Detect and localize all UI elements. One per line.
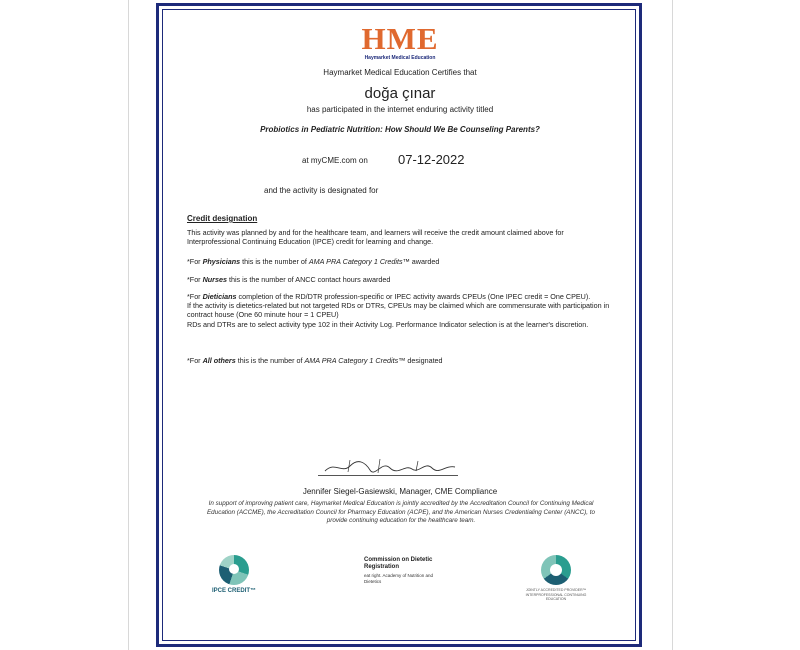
nurses-prefix: *For	[187, 275, 203, 284]
credit-intro: This activity was planned by and for the healthcare team, and learners will receive the credit amount claimed above for Interprofessional Continuing Education (IPCE) credit for learning and change.	[187, 228, 564, 247]
signature-line	[318, 475, 458, 476]
signature-printed-name: Jennifer Siegel-Gasiewski, Manager, CME Compliance	[302, 487, 498, 496]
dieticians-line3: RDs and DTRs are to select activity type 102 in their Activity Log. Performance Indicator selection is at the learner's discretion.	[187, 319, 589, 329]
hme-logo: HME	[361, 21, 439, 56]
all-others-middle: this is the number of	[235, 356, 305, 365]
dieticians-line2: If the activity is dietetics-related but not targeted RDs or DTRs, CPEUs may be claimed which are commensurate with participation in contract house (One 60 minute hour = 1 CPEU)	[187, 301, 610, 320]
all-others-prefix: *For	[187, 356, 203, 365]
participated-text: has participated in the internet enduring activity titled	[306, 105, 494, 114]
credit-heading-text: Credit designation	[187, 214, 258, 223]
nurses-role: Nurses	[202, 275, 227, 284]
at-mycme-label: at myCME.com on	[302, 156, 368, 165]
joint-seal-icon	[541, 555, 571, 585]
physicians-middle: this is the number of	[240, 257, 309, 266]
designated-text: and the activity is designated for	[264, 186, 379, 195]
sheet-left-edge	[128, 0, 129, 650]
credit-dieticians	[187, 292, 617, 329]
dieticians-prefix: *For	[187, 292, 203, 301]
physicians-credit-name: AMA PRA Category 1 Credits™	[308, 257, 410, 266]
physicians-role: Physicians	[202, 257, 241, 266]
joint-accreditation-logo	[521, 555, 591, 602]
joint-label: JOINTLY ACCREDITED PROVIDER™ INTERPROFESSIONAL CONTINUING EDUCATION	[525, 588, 587, 601]
ipce-logo	[199, 555, 269, 594]
ipce-seal-icon	[219, 555, 249, 585]
dieticians-role: Dieticians	[202, 292, 237, 301]
hme-logo-subtitle: Haymarket Medical Education	[364, 55, 436, 61]
activity-title: Probiotics in Pediatric Nutrition: How Should We Be Counseling Parents?	[260, 125, 540, 134]
certifies-text: Haymarket Medical Education Certifies that	[323, 68, 477, 77]
physicians-prefix: *For	[187, 257, 203, 266]
physicians-suffix: awarded	[409, 257, 440, 266]
credit-all-others	[187, 356, 617, 365]
credit-heading	[187, 214, 617, 223]
cdr-sub: eat right. Academy of Nutrition and Dietetics	[364, 573, 434, 584]
all-others-credit-name: AMA PRA Category 1 Credits™	[304, 356, 406, 365]
ipce-label: IPCE CREDIT™	[211, 588, 256, 594]
handwritten-signature	[320, 456, 460, 476]
completion-date: 07-12-2022	[398, 152, 465, 167]
recipient-name: doğa çınar	[364, 85, 436, 102]
cdr-logo	[364, 557, 434, 585]
credit-nurses	[187, 275, 617, 284]
all-others-suffix: designated	[405, 356, 443, 365]
cdr-title: Commission on Dietetic Registration	[364, 557, 433, 570]
all-others-role: All others	[202, 356, 236, 365]
nurses-suffix: this is the number of ANCC contact hours awarded	[226, 275, 391, 284]
sheet-right-edge	[672, 0, 673, 650]
accreditation-statement: In support of improving patient care, Haymarket Medical Education is jointly accredited by the Accreditation Council for Continuing Medical Education (ACCME), the Accreditation Council for Pharmacy Education (ACPE), and the American Nurses Credentialing Center (ANCC), to provide continuing education for the healthcare team.	[206, 500, 595, 524]
credit-physicians	[187, 257, 617, 266]
dieticians-line1: completion of the RD/DTR profession-specific or IPEC activity awards CPEUs (One IPEC credit = One CPEU).	[236, 292, 591, 301]
